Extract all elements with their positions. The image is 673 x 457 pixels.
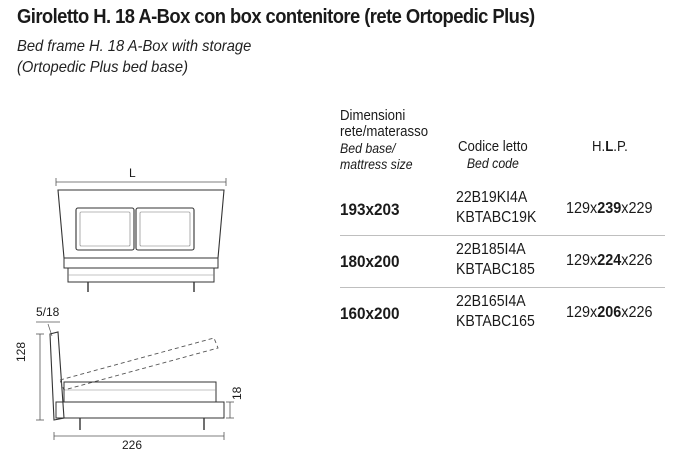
row-size: 160x200 bbox=[340, 304, 400, 323]
row-hlp-h: 129x bbox=[566, 304, 598, 321]
bed-top-view-drawing bbox=[50, 168, 240, 298]
row-code-1: 22B165I4A bbox=[456, 293, 526, 310]
row-size: 193x203 bbox=[340, 200, 400, 219]
row-hlp-p: x226 bbox=[621, 252, 653, 269]
header-code-en: Bed code bbox=[466, 155, 519, 171]
row-code-1: 22B185I4A bbox=[456, 241, 526, 258]
table-row bbox=[340, 184, 670, 234]
row-code-2: KBTABC19K bbox=[456, 209, 537, 226]
label-height bbox=[14, 342, 28, 362]
row-code-1: 22B19KI4A bbox=[456, 189, 528, 206]
row-hlp-l: 206 bbox=[597, 304, 622, 321]
label-length: 226 bbox=[122, 438, 143, 452]
header-dimensions bbox=[340, 108, 428, 172]
header-dimensions-it-2: rete/materasso bbox=[340, 123, 429, 140]
label-height-text: 128 bbox=[14, 341, 28, 362]
label-frame-height bbox=[230, 387, 244, 400]
header-hlp-dot3: . bbox=[624, 138, 628, 155]
header-dimensions-it-1: Dimensioni bbox=[340, 107, 406, 124]
header-dimensions-en-1: Bed base/ bbox=[340, 140, 396, 156]
header-dimensions-en-2: mattress size bbox=[340, 156, 413, 172]
label-width: L bbox=[129, 166, 136, 180]
row-hlp bbox=[566, 252, 652, 270]
header-code bbox=[458, 139, 528, 171]
header-hlp-p: P bbox=[616, 138, 625, 155]
table-row bbox=[340, 288, 670, 338]
row-hlp bbox=[566, 304, 652, 322]
row-hlp-p: x229 bbox=[621, 200, 653, 217]
header-hlp-l: L bbox=[605, 138, 614, 155]
header-hlp-dot2: . bbox=[613, 138, 617, 155]
header-hlp-dot1: . bbox=[601, 138, 606, 155]
bed-side-view-drawing bbox=[20, 318, 260, 448]
row-code-2: KBTABC165 bbox=[456, 313, 535, 330]
row-code-2: KBTABC185 bbox=[456, 261, 535, 278]
header-code-it: Codice letto bbox=[458, 138, 528, 155]
row-code bbox=[456, 292, 535, 332]
row-hlp bbox=[566, 200, 652, 218]
subtitle-line-1: Bed frame H. 18 A-Box with storage bbox=[17, 38, 252, 55]
row-hlp-p: x226 bbox=[621, 304, 653, 321]
row-hlp-l: 239 bbox=[597, 200, 622, 217]
row-hlp-l: 224 bbox=[597, 252, 622, 269]
row-hlp-h: 129x bbox=[566, 252, 598, 269]
header-hlp bbox=[592, 139, 628, 155]
row-size: 180x200 bbox=[340, 252, 400, 271]
row-code bbox=[456, 240, 535, 280]
table-row bbox=[340, 236, 670, 286]
label-frame-height-text: 18 bbox=[230, 386, 244, 400]
page-title: Giroletto H. 18 A-Box con box contenitore (rete Ortopedic Plus) bbox=[17, 6, 535, 28]
header-hlp-h: H bbox=[592, 138, 602, 155]
subtitle-line-2: (Ortopedic Plus bed base) bbox=[17, 59, 189, 76]
label-angle: 5/18 bbox=[36, 305, 60, 319]
row-hlp-h: 129x bbox=[566, 200, 598, 217]
row-code bbox=[456, 188, 536, 228]
